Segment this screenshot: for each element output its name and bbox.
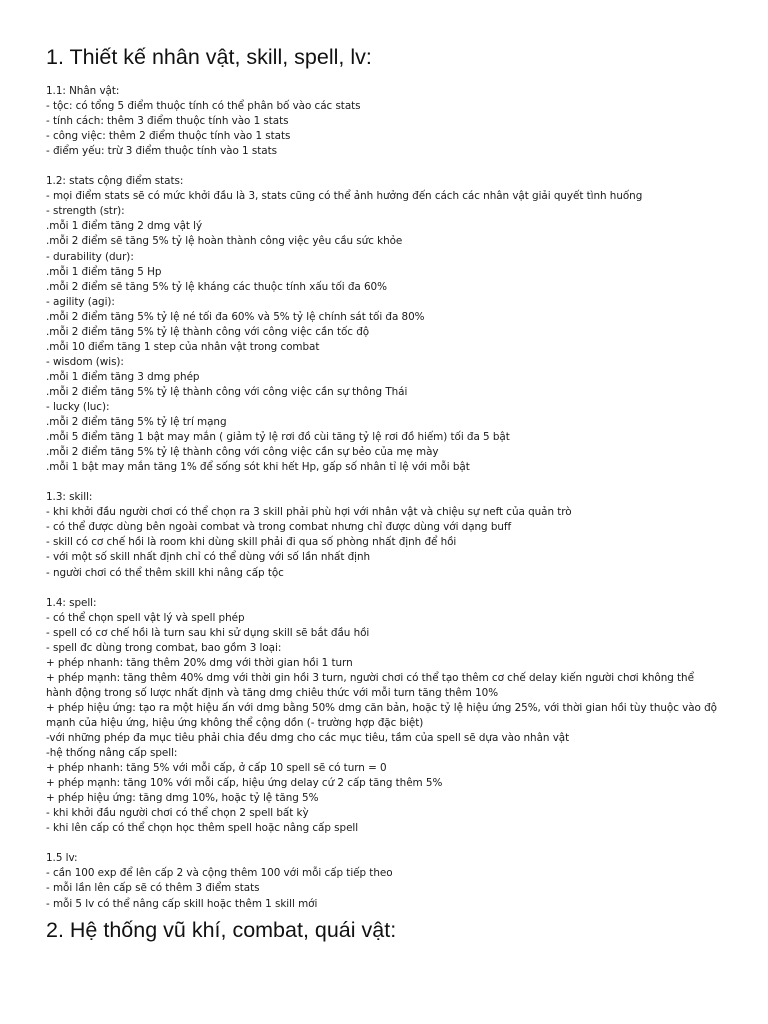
text-line: .mỗi 1 điểm tăng 2 dmg vật lý	[46, 220, 203, 233]
section-title: 1.3: skill:	[46, 491, 93, 504]
text-line: - skill có cơ chế hồi là room khi dùng skill phải đi qua số phòng nhất định để hồi	[46, 536, 457, 549]
section-title: 1.4: spell:	[46, 596, 97, 609]
text-line: + phép hiệu ứng: tạo ra một hiệu ấn với dmg bằng 50% dmg căn bản, hoặc tỷ lệ hiệu ứng 25%, với thời gian hồi tùy thuộc vào độ	[46, 701, 717, 714]
text-line: - với một số skill nhất định chỉ có thể dùng với số lần nhất định	[46, 551, 371, 564]
text-line: - mỗi 5 lv có thể nâng cấp skill hoặc thêm 1 skill mới	[46, 897, 318, 910]
text-line: - strength (str):	[46, 205, 125, 218]
text-line: .mỗi 2 điểm sẽ tăng 5% tỷ lệ kháng các thuộc tính xấu tối đa 60%	[46, 280, 387, 293]
text-line: - khi khởi đầu người chơi có thể chọn ra 3 skill phải phù hợi với nhân vật và chiệu sự neft của quản trò	[46, 506, 572, 519]
text-line: mạnh của hiệu ứng, hiệu ứng không thể cộng dồn (- trường hợp đặc biệt)	[46, 716, 424, 729]
section-spacer	[46, 475, 746, 490]
text-line: - mỗi lần lên cấp sẽ có thêm 3 điểm stats	[46, 882, 260, 895]
text-line: -với những phép đa mục tiêu phải chia đều dmg cho các mục tiêu, tầm của spell sẽ dựa vào nhân vật	[46, 732, 570, 745]
text-line: - durability (dur):	[46, 250, 134, 263]
text-line: - tính cách: thêm 3 điểm thuộc tính vào 1 stats	[46, 115, 289, 128]
text-line: - mọi điểm stats sẽ có mức khởi đầu là 3, stats cũng có thể ảnh hưởng đến cách các nhân vật giải quyết tình huống	[46, 190, 643, 203]
text-line: - cần 100 exp để lên cấp 2 và cộng thêm 100 với mỗi cấp tiếp theo	[46, 867, 393, 880]
section-5	[46, 851, 746, 911]
text-line: .mỗi 2 điểm tăng 5% tỷ lệ né tối đa 60% và 5% tỷ lệ chính sát tối đa 80%	[46, 310, 425, 323]
section-2	[46, 174, 746, 475]
text-line: - có thể chọn spell vật lý và spell phép	[46, 611, 245, 624]
text-line: + phép mạnh: tăng 10% với mỗi cấp, hiệu ứng delay cứ 2 cấp tăng thêm 5%	[46, 777, 443, 790]
text-line: .mỗi 1 bật may mắn tăng 1% để sống sót khi hết Hp, gấp số nhân tỉ lệ với mỗi bật	[46, 461, 470, 474]
section-1	[46, 84, 746, 159]
text-line: - người chơi có thể thêm skill khi nâng cấp tộc	[46, 566, 284, 579]
section-spacer	[46, 836, 746, 851]
text-line: - spell đc dùng trong combat, bao gồm 3 loại:	[46, 641, 282, 654]
text-line: + phép mạnh: tăng thêm 40% dmg với thời gin hồi 3 turn, người chơi có thể tạo thêm cơ chế delay kiến người chơi không thể	[46, 671, 694, 684]
text-line: - agility (agi):	[46, 295, 115, 308]
text-line: .mỗi 1 điểm tăng 5 Hp	[46, 265, 162, 278]
text-line: + phép nhanh: tăng thêm 20% dmg với thời gian hồi 1 turn	[46, 656, 353, 669]
section-4	[46, 596, 746, 837]
text-line: .mỗi 2 điểm sẽ tăng 5% tỷ lệ hoàn thành công việc yêu cầu sức khỏe	[46, 235, 403, 248]
section-title: 1.2: stats cộng điểm stats:	[46, 175, 184, 188]
text-line: - điểm yếu: trừ 3 điểm thuộc tính vào 1 stats	[46, 145, 277, 158]
text-line: - wisdom (wis):	[46, 355, 124, 368]
text-line: .mỗi 2 điểm tăng 5% tỷ lệ trí mạng	[46, 416, 227, 429]
text-line: - tộc: có tổng 5 điểm thuộc tính có thể phân bố vào các stats	[46, 100, 361, 113]
text-line: - spell có cơ chế hồi là turn sau khi sử dụng skill sẽ bắt đầu hồi	[46, 626, 370, 639]
text-line: .mỗi 1 điểm tăng 3 dmg phép	[46, 370, 200, 383]
text-line: + phép hiệu ứng: tăng dmg 10%, hoặc tỷ lệ tăng 5%	[46, 792, 319, 805]
text-line: - công việc: thêm 2 điểm thuộc tính vào 1 stats	[46, 130, 291, 143]
heading-2: 2. Hệ thống vũ khí, combat, quái vật:	[46, 918, 397, 942]
text-line: + phép nhanh: tăng 5% với mỗi cấp, ở cấp 10 spell sẽ có turn = 0	[46, 762, 387, 775]
text-line: .mỗi 10 điểm tăng 1 step của nhân vật trong combat	[46, 340, 320, 353]
section-spacer	[46, 581, 746, 596]
text-line: .mỗi 5 điểm tăng 1 bật may mắn ( giảm tỷ lệ rơi đồ cùi tăng tỷ lệ rơi đồ hiếm) tối đa 5 bật	[46, 431, 510, 444]
text-line: hành động trong số lược nhất định và tăng dmg chiêu thức với mỗi turn tăng thêm 10%	[46, 686, 499, 699]
section-spacer	[46, 159, 746, 174]
document-body	[46, 84, 746, 912]
text-line: .mỗi 2 điểm tăng 5% tỷ lệ thành công với công việc cần sự thông Thái	[46, 385, 408, 398]
section-title: 1.5 lv:	[46, 852, 78, 865]
text-line: -hệ thống nâng cấp spell:	[46, 747, 178, 760]
section-3	[46, 490, 746, 580]
section-title: 1.1: Nhân vật:	[46, 85, 120, 97]
heading-1: 1. Thiết kế nhân vật, skill, spell, lv:	[46, 45, 372, 69]
text-line: .mỗi 2 điểm tăng 5% tỷ lệ thành công với công việc cần sự bẻo của mẹ mày	[46, 446, 439, 459]
text-line: - khi lên cấp có thể chọn học thêm spell hoặc nâng cấp spell	[46, 822, 359, 835]
text-line: - khi khởi đầu người chơi có thể chọn 2 spell bất kỳ	[46, 807, 309, 820]
text-line: .mỗi 2 điểm tăng 5% tỷ lệ thành công với công việc cần tốc độ	[46, 325, 370, 338]
text-line: - lucky (luc):	[46, 400, 110, 413]
text-line: - có thể được dùng bên ngoài combat và trong combat nhưng chỉ được dùng với dạng buff	[46, 521, 512, 534]
